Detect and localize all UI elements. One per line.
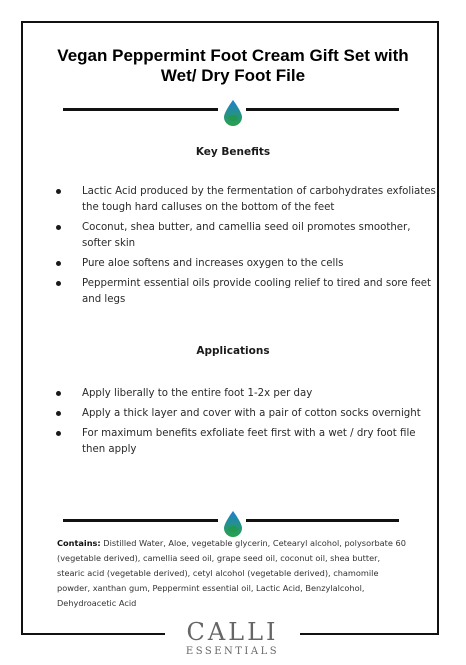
list-item <box>56 406 436 422</box>
brand-logo-sub: ESSENTIALS <box>185 646 280 657</box>
bottom-divider-left <box>63 519 218 522</box>
bullet-icon <box>56 411 61 416</box>
list-item-text: Lactic Acid produced by the fermentation of carbohydrates exfoliates the tough hard calluses on the bottom of the feet <box>82 186 436 213</box>
list-item <box>56 386 436 402</box>
bullet-icon <box>56 281 61 286</box>
water-drop-icon <box>222 99 244 127</box>
key-benefits-heading: Key Benefits <box>195 146 271 158</box>
bullet-icon <box>56 431 61 436</box>
list-item-text: For maximum benefits exfoliate feet first with a wet / dry foot file then apply <box>82 428 416 455</box>
list-item-text: Apply a thick layer and cover with a pair of cotton socks overnight <box>82 408 421 419</box>
ingredients-list: Distilled Water, Aloe, vegetable glycerin, Cetearyl alcohol, polysorbate 60 (vegetable derived), camellia seed oil, grape seed oil, coconut oil, shea butter, stearic acid (vegetable derived), cetyl alcohol (vegetable derived), chamomile powder, xanthan gum, Peppermint essential oil, Lactic Acid, Benzylalcohol, Dehydroacetic Acid <box>57 538 406 608</box>
bullet-icon <box>56 391 61 396</box>
page-title: Vegan Peppermint Foot Cream Gift Set with Wet/ Dry Foot File <box>57 46 409 85</box>
bullet-icon <box>56 261 61 266</box>
list-item-text: Coconut, shea butter, and camellia seed oil promotes smoother, softer skin <box>82 222 411 249</box>
list-item-text: Pure aloe softens and increases oxygen to the cells <box>82 258 344 269</box>
ingredients-text <box>57 536 409 611</box>
water-drop-icon <box>222 510 244 538</box>
top-divider-left <box>63 108 218 111</box>
top-divider-right <box>246 108 399 111</box>
key-benefits-list <box>56 184 436 312</box>
brand-logo-word: CALLI <box>186 618 279 646</box>
list-item <box>56 220 436 252</box>
list-item <box>56 276 436 308</box>
ingredients-label: Contains: <box>57 538 101 548</box>
list-item-text: Apply liberally to the entire foot 1-2x per day <box>82 388 313 399</box>
list-item-text: Peppermint essential oils provide cooling relief to tired and sore feet and legs <box>82 278 432 305</box>
applications-list <box>56 386 436 462</box>
list-item <box>56 184 436 216</box>
bottom-divider-right <box>246 519 399 522</box>
applications-heading: Applications <box>196 345 270 357</box>
list-item <box>56 256 436 272</box>
bullet-icon <box>56 189 61 194</box>
bullet-icon <box>56 225 61 230</box>
list-item <box>56 426 436 458</box>
